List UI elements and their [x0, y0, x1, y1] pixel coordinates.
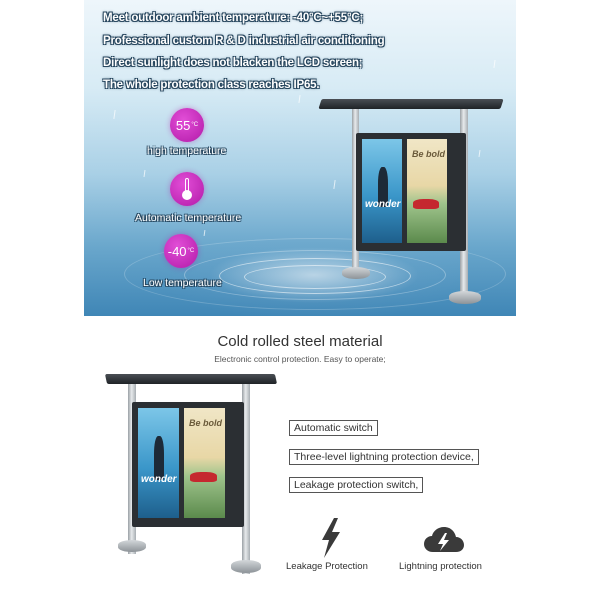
leakage-protection-label: Leakage Protection [286, 561, 368, 572]
kiosk-screen-right [407, 139, 447, 243]
spec-leakage-protection-switch: Leakage protection switch, [289, 477, 423, 493]
kiosk-foot [231, 560, 261, 573]
low-temperature-badge [164, 234, 198, 268]
poster-car [190, 472, 217, 482]
high-temperature-label: high temperature [147, 145, 227, 157]
temperature-unit: °C [187, 248, 195, 254]
feature-line: Professional custom R & D industrial air conditioning [103, 35, 385, 47]
spec-automatic-switch: Automatic switch [289, 420, 378, 436]
high-temperature-value: 55 [175, 117, 191, 133]
feature-line: Meet outdoor ambient temperature: -40°C~+55°C; [103, 12, 364, 24]
rain-streak [298, 95, 300, 103]
rain-streak [113, 110, 115, 119]
rain-streak [144, 170, 146, 177]
poster-word: wonder [141, 474, 177, 485]
poster-word: Be bold [412, 149, 445, 159]
rain-streak [493, 60, 495, 68]
kiosk-screen-left [362, 139, 402, 243]
kiosk-foot [118, 540, 146, 552]
cloud-lightning-icon [423, 526, 465, 554]
feature-line: The whole protection class reaches IP65. [103, 79, 320, 91]
kiosk-roof [105, 374, 277, 384]
low-temperature-value: -40 [167, 243, 187, 259]
kiosk-foot [342, 267, 370, 279]
kiosk-product-image [100, 370, 285, 580]
high-temperature-badge [170, 108, 204, 142]
section-title: Cold rolled steel material [217, 333, 383, 350]
lightning-protection-label: Lightning protection [399, 561, 482, 572]
rain-streak [204, 230, 206, 236]
hero-banner [84, 0, 516, 316]
poster-word: Be bold [189, 418, 222, 428]
section-subtitle: Electronic control protection. Easy to operate; [214, 354, 386, 364]
low-temperature-label: Low temperature [143, 277, 222, 289]
kiosk-screen-right [184, 408, 225, 518]
outdoor-kiosk-image [320, 95, 510, 305]
spec-lightning-protection-device: Three-level lightning protection device, [289, 449, 479, 465]
poster-word: wonder [365, 199, 401, 210]
kiosk-roof [318, 99, 503, 109]
feature-line: Direct sunlight does not blacken the LCD screen; [103, 57, 363, 69]
poster-car [413, 199, 439, 209]
kiosk-screen-left [138, 408, 179, 518]
kiosk-foot [449, 291, 481, 304]
temperature-unit: °C [191, 122, 199, 128]
thermometer-icon [182, 178, 192, 200]
thermometer-badge [170, 172, 204, 206]
lightning-bolt-icon [316, 518, 344, 558]
automatic-temperature-label: Automatic temperature [135, 212, 242, 224]
